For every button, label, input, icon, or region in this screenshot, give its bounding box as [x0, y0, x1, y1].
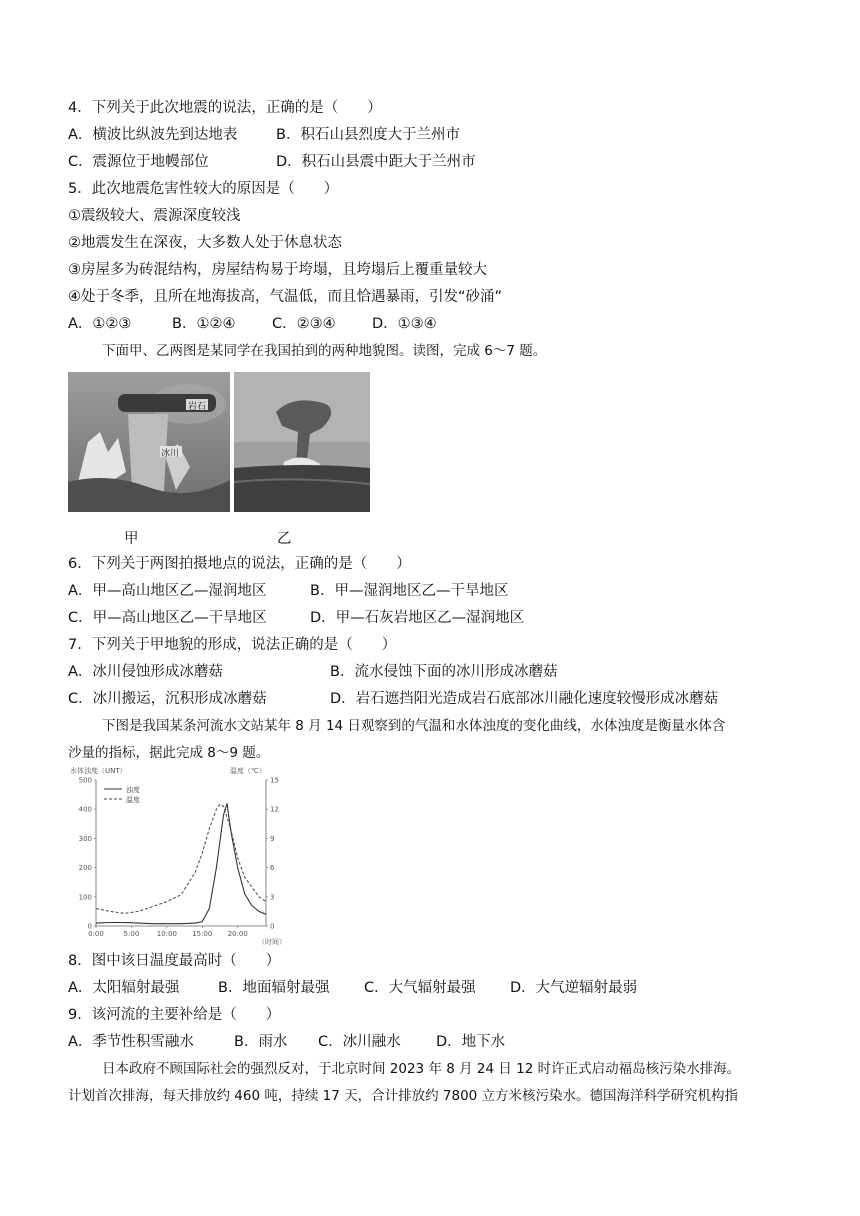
photo-jia-caption: 甲: [124, 531, 139, 547]
q7-stem: 7．下列关于甲地貌的形成，说法正确的是（ ）: [68, 637, 397, 653]
q5-stem: 5．此次地震危害性较大的原因是（ ）: [68, 181, 339, 197]
chart-xtick-label: 5:00: [123, 930, 140, 938]
chart-series-turbidity-line: [96, 803, 266, 923]
photo-yi-drawing: [234, 372, 370, 512]
chart-ytick-left-label: 500: [78, 776, 92, 785]
chart-ytick-left-label: 300: [78, 834, 92, 843]
q4-option-a: A．横波比纵波先到达地表: [68, 127, 238, 143]
chart-ytick-right-label: 9: [270, 834, 275, 843]
chart-ylabel-right: 温度（℃）: [230, 767, 266, 775]
chart-ytick-right-label: 12: [270, 805, 279, 814]
q9-option-d: D．地下水: [436, 1034, 506, 1050]
q6-stem: 6．下列关于两图拍摄地点的说法，正确的是（ ）: [68, 556, 411, 572]
q5-option-a: A．①②③: [68, 316, 132, 332]
chart-ytick-right-label: 3: [270, 893, 275, 902]
photo-yi: [234, 372, 370, 512]
q4-option-b: B．积石山县烈度大于兰州市: [276, 127, 460, 143]
chart-ytick-right-label: 15: [270, 776, 279, 785]
q6-option-d: D．甲—石灰岩地区乙—湿润地区: [310, 610, 525, 626]
q5-statement-1: ①震级较大、震源深度较浅: [68, 208, 241, 224]
q7-option-c: C．冰川搬运，沉积形成冰蘑菇: [68, 691, 267, 707]
q5-statement-4: ④处于冬季，且所在地海拔高，气温低，而且恰遇暴雨，引发“砂涌”: [68, 289, 503, 305]
chart-ytick-left-label: 400: [78, 805, 92, 814]
chart-xtick-label: 15:00: [192, 930, 213, 938]
chart-svg: [68, 764, 288, 948]
intro-6-7: 下面甲、乙两图是某同学在我国拍到的两种地貌图。读图，完成 6～7 题。: [102, 343, 547, 359]
intro-10-line2: 计划首次排海，每天排放约 460 吨，持续 17 天，合计排放约 7800 立方米核污染水。德国海洋科学研究机构指: [68, 1088, 739, 1104]
q8-option-d: D．大气逆辐射最弱: [510, 980, 638, 996]
q5-option-c: C．②③④: [272, 316, 336, 332]
intro-10-line1: 日本政府不顾国际社会的强烈反对，于北京时间 2023 年 8 月 24 日 12 时许正式启动福岛核污染水排海。: [102, 1061, 741, 1077]
q7-option-d: D．岩石遮挡阳光造成岩石底部冰川融化速度较慢形成冰蘑菇: [330, 691, 719, 707]
q4-options-row1: [68, 125, 237, 145]
q6-option-a: A．甲—高山地区乙—湿润地区: [68, 583, 267, 599]
chart-xtick-label: 10:00: [156, 930, 177, 938]
q9-option-c: C．冰川融水: [318, 1034, 401, 1050]
q4-option-d: D．积石山县震中距大于兰州市: [276, 154, 476, 170]
photo-yi-caption: 乙: [277, 531, 292, 547]
intro-8-9-line2: 沙量的指标，据此完成 8～9 题。: [68, 745, 270, 761]
chart-ylabel-left: 水体浊度（UNT）: [70, 767, 127, 775]
chart-legend-temperature-label: 温度: [126, 796, 140, 804]
chart-ytick-right-label: 6: [270, 864, 275, 873]
photo-jia-label-glacier: 冰川: [161, 449, 180, 459]
chart-ytick-right-label: 0: [270, 922, 275, 931]
q8-option-c: C．大气辐射最强: [364, 980, 476, 996]
chart-legend-turbidity-label: 浊度: [126, 786, 140, 794]
q4-stem: 4．下列关于此次地震的说法，正确的是（ ）: [68, 100, 382, 116]
q8-stem: 8．图中该日温度最高时（ ）: [68, 953, 281, 969]
q8-option-b: B．地面辐射最强: [218, 980, 330, 996]
chart-ytick-left-label: 100: [78, 893, 92, 902]
q9-stem: 9．该河流的主要补给是（ ）: [68, 1007, 281, 1023]
chart-ytick-left-label: 0: [87, 922, 92, 931]
q6-option-c: C．甲—高山地区乙—干旱地区: [68, 610, 267, 626]
q5-option-b: B．①②④: [172, 316, 236, 332]
chart-xtick-label: 20:00: [227, 930, 248, 938]
q5-statement-3: ③房屋多为砖混结构，房屋结构易于垮塌，且垮塌后上覆重量较大: [68, 262, 487, 278]
q9-option-b: B．雨水: [234, 1034, 288, 1050]
q5-option-d: D．①③④: [372, 316, 437, 332]
photo-jia-drawing: [68, 372, 230, 512]
q7-option-b: B．流水侵蚀下面的冰川形成冰蘑菇: [330, 664, 558, 680]
q5-statement-2: ②地震发生在深夜，大多数人处于休息状态: [68, 235, 342, 251]
q7-option-a: A．冰川侵蚀形成冰蘑菇: [68, 664, 223, 680]
intro-8-9-line1: 下图是我国某条河流水文站某年 8 月 14 日观察到的气温和水体浊度的变化曲线，水体浊度是衡量水体含: [102, 718, 726, 734]
turbidity-temperature-chart: [68, 764, 288, 948]
q4-option-c: C．震源位于地幔部位: [68, 154, 209, 170]
photo-jia: [68, 372, 230, 512]
chart-series-temperature-line: [96, 804, 266, 913]
chart-ytick-left-label: 200: [78, 864, 92, 873]
q6-option-b: B．甲—湿润地区乙—干旱地区: [310, 583, 509, 599]
chart-xtick-label: 0:00: [88, 930, 104, 938]
chart-xlabel: （时间）: [258, 938, 286, 946]
q8-option-a: A．太阳辐射最强: [68, 980, 180, 996]
photo-jia-label-rock: 岩石: [188, 402, 207, 412]
q9-option-a: A．季节性积雪融水: [68, 1034, 194, 1050]
